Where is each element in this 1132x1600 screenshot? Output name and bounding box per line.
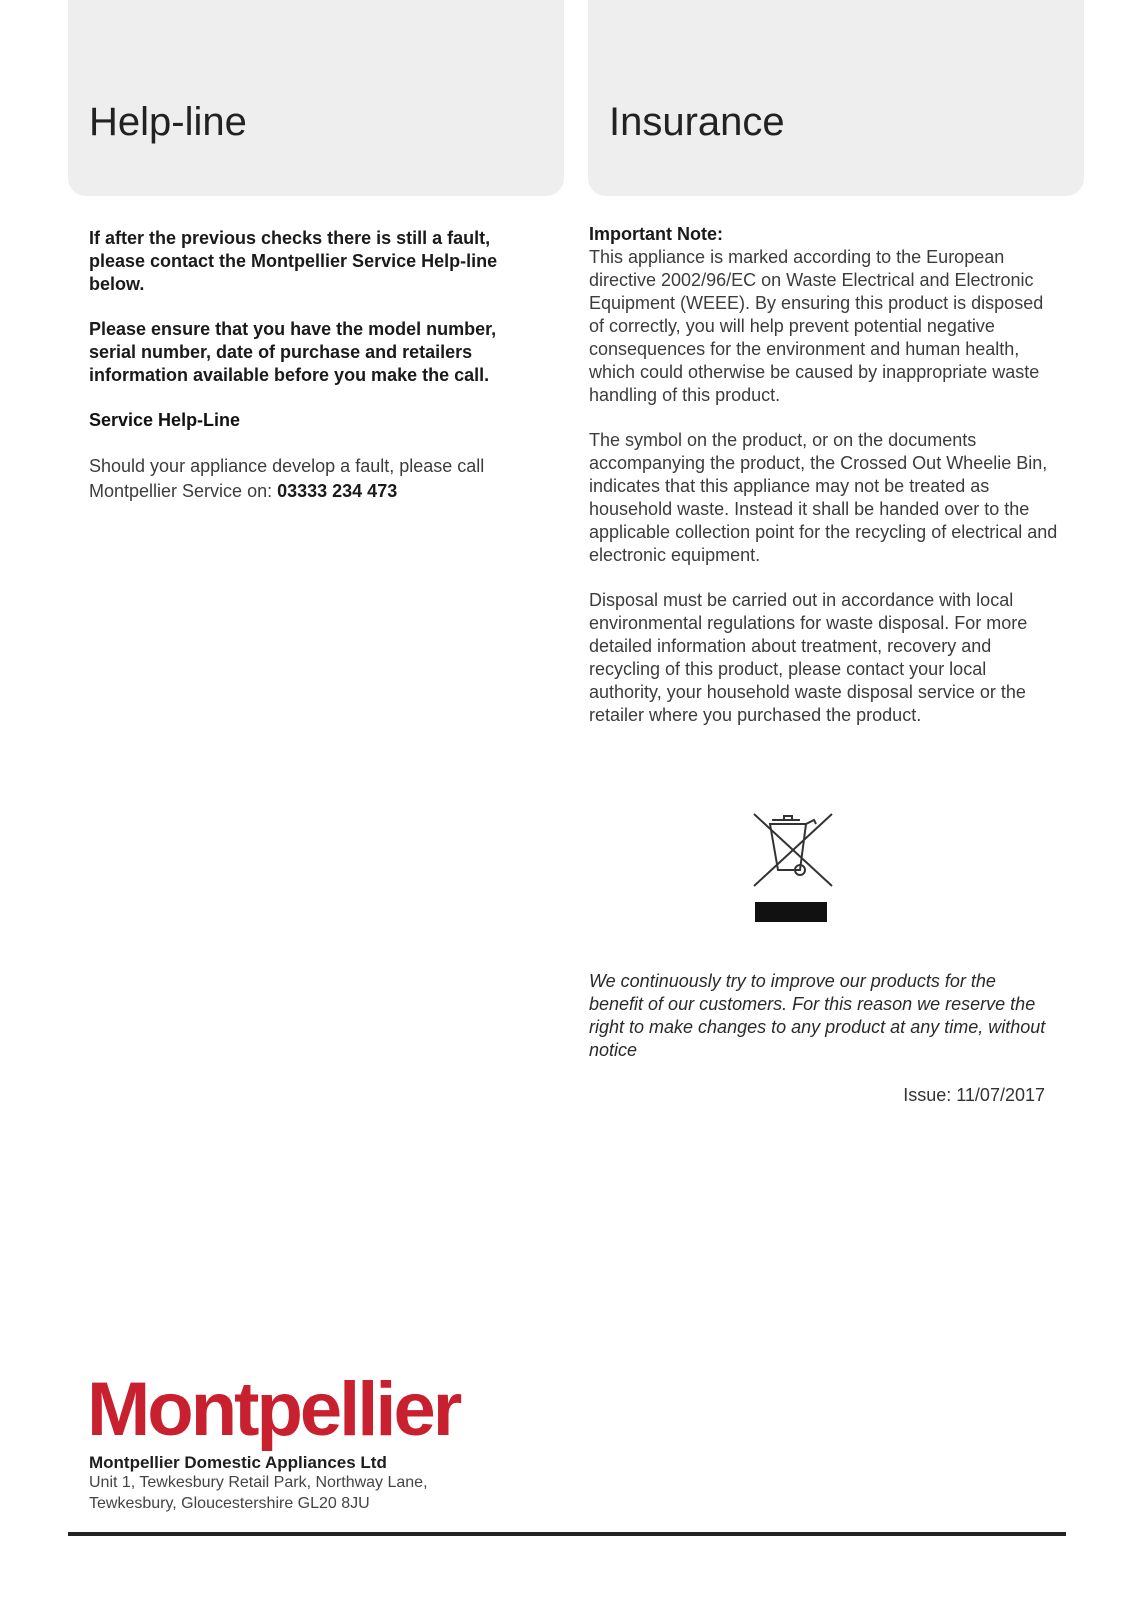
address-line-1: Unit 1, Tewkesbury Retail Park, Northway Lane, [89, 1474, 428, 1491]
wheelie-bin-paragraph: The symbol on the product, or on the documents accompanying the product, the Crossed Out Wheelie Bin, indicates that this appliance may not be treated as household waste. Instead it shall be handed over to the applicable collection point for the recycling of electrical and electronic equipment. [589, 430, 1058, 565]
address-line-2: Tewkesbury, Gloucestershire GL20 8JU [89, 1495, 370, 1512]
helpline-title: Help-line [89, 100, 247, 144]
issue-date: Issue: 11/07/2017 [903, 1085, 1045, 1105]
insurance-title: Insurance [609, 100, 785, 144]
helpline-intro: If after the previous checks there is still a fault, please contact the Montpellier Service Help-line below. [89, 228, 498, 294]
service-helpline-heading: Service Help-Line [89, 410, 241, 430]
montpellier-logo: Montpellier [87, 1367, 460, 1452]
footer-divider [68, 1532, 1066, 1536]
insurance-column [589, 223, 1059, 727]
helpline-column [89, 227, 519, 504]
crossed-out-wheelie-bin-icon [750, 812, 836, 924]
service-phone-number: 03333 234 473 [277, 481, 398, 501]
important-note-heading: Important Note: [589, 224, 723, 244]
helpline-requirements: Please ensure that you have the model number, serial number, date of purchase and retailers information available before you make the call. [89, 319, 497, 385]
weee-directive-paragraph: This appliance is marked according to the European directive 2002/96/EC on Waste Electrical and Electronic Equipment (WEEE). By ensuring this product is disposed of correctly, you will help prevent potential negative consequences for the environment and human health, which could otherwise be caused by inappropriate waste handling of this product. [589, 247, 1044, 405]
disposal-paragraph: Disposal must be carried out in accordance with local environmental regulations for waste disposal. For more detailed information about treatment, recovery and recycling of this product, please contact your local authority, your household waste disposal service or the retailer where you purchased the product. [589, 590, 1028, 725]
disclaimer-text: We continuously try to improve our products for the benefit of our customers. For this reason we reserve the right to make changes to any product at any time, without notice [589, 971, 1046, 1060]
service-helpline-description: Should your appliance develop a fault, please call Montpellier Service on: [89, 456, 485, 501]
service-helpline-text [89, 454, 519, 504]
company-name: Montpellier Domestic Appliances Ltd [89, 1453, 387, 1472]
